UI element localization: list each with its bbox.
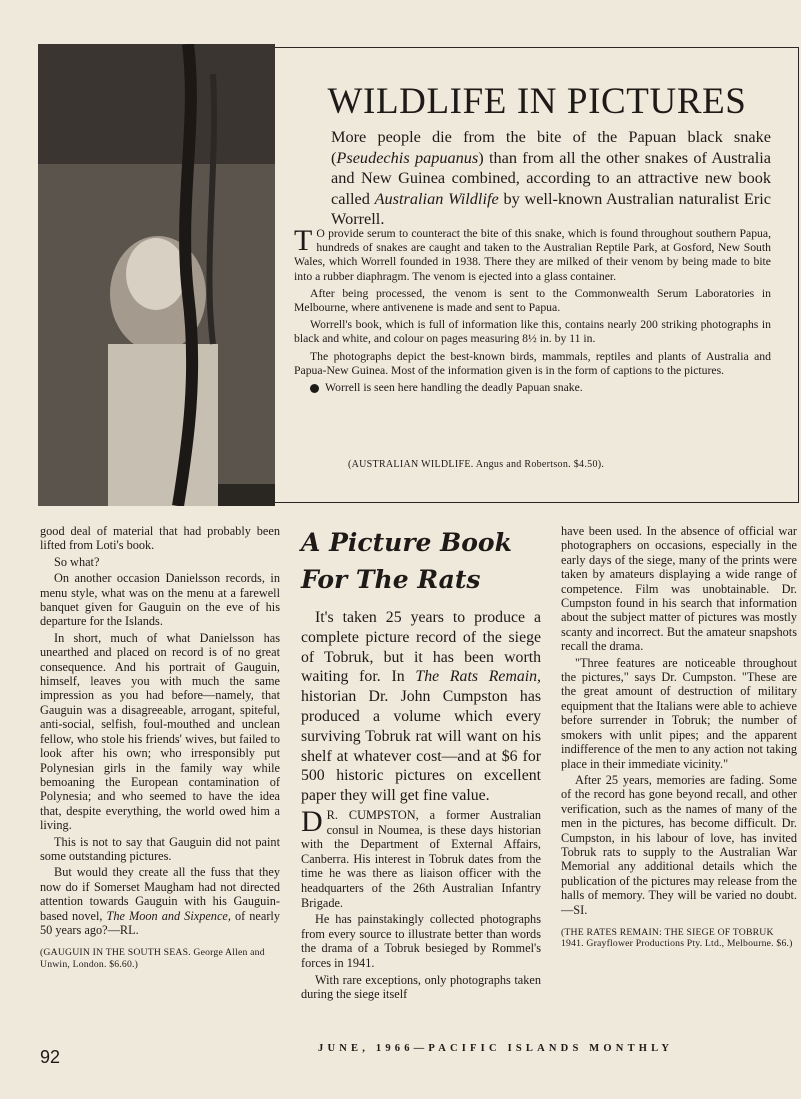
paragraph: Worrell's book, which is full of information like this, contains nearly 200 striking photographs in black and white, and colour on pages measuring 8½ in. by 11 in. bbox=[294, 318, 771, 346]
paragraph: good deal of material that had probably been lifted from Loti's book. bbox=[40, 524, 280, 553]
drop-cap: D bbox=[301, 804, 323, 838]
paragraph: So what? bbox=[54, 554, 100, 569]
article-headline: A Picture Book For The Rats bbox=[301, 528, 512, 594]
book-citation: (GAUGUIN IN THE SOUTH SEAS. George Allen and Unwin, London. $6.60.) bbox=[40, 947, 265, 970]
paragraph: "Three features are noticeable throughout the pictures," says Dr. Cumpston. "These are the great amount of destruction of military equipment that the Italians were able to achieve before surrender in Tobruk; the number of smokers with unlit pipes; and the apparent indifference of the men to any action not taking place in their immediate vicinity." bbox=[561, 655, 797, 771]
running-footer: JUNE, 1966—PACIFIC ISLANDS MONTHLY bbox=[318, 1043, 674, 1054]
book-citation: (AUSTRALIAN WILDLIFE. Angus and Robertson. $4.50). bbox=[348, 459, 605, 470]
paragraph: In short, much of what Danielsson has unearthed and placed on record is of no great consequence. And his portrait of Gauguin, himself, leaves you with much the same impression as you had before—namely, that Gauguin was a disagreeable, arrogant, spiteful, anti-social, selfish, foul-mouthed and unclean fellow, who stole his friends' wives, but failed to look after his own; who irresponsibly put Polynesian girls in the family way while bemoaning the European contamination of Polynesia; and who seemed to have the idea that, despite everything, the world owed him a living. bbox=[40, 630, 280, 833]
paragraph: With rare exceptions, only photographs taken during the siege itself bbox=[301, 972, 541, 1002]
paragraph: After being processed, the venom is sent to the Commonwealth Serum Laboratories in Melbourne, where antivenene is made and sent to Papua. bbox=[294, 286, 771, 315]
book-citation: (THE RATES REMAIN: THE SIEGE OF TOBRUK 1941. Grayflower Productions Pty. Ltd., Melbourne. $6.) bbox=[561, 926, 793, 950]
page-title: WILDLIFE IN PICTURES bbox=[327, 81, 747, 122]
paragraph: He has painstakingly collected photographs from every source to illustrate better than words the drama of a Tobruk besieged by Rommel's forces in 1941. bbox=[301, 912, 541, 970]
page-number: 92 bbox=[40, 1047, 61, 1067]
column-left bbox=[40, 524, 280, 970]
paragraph: After 25 years, memories are fading. Some of the record has gone beyond recall, and other verification, such as the names of many of the men in the pictures, has become difficult. Dr. Cumpston, in his labour of love, has invited Tobruk rats to supply to the Australian War Memorial any additional details which the publication of the pictures may release from the halls of memory. They will be varied no doubt.—SI. bbox=[561, 772, 797, 917]
paragraph: D R. CUMPSTON, a former Australian consul in Noumea, is these days historian with the Department of External Affairs, Canberra. His interest in Tobruk dates from the time he was there as liaison officer with the headquarters of the 26th Australian Infantry Brigade. bbox=[301, 804, 541, 910]
photo-caption: Worrell is seen here handling the deadly Papuan snake. bbox=[294, 381, 771, 395]
paragraph: But would they create all the fuss that they now do if Somerset Maugham had not directed attention towards Gauguin with his Gauguin-based novel, The Moon and Sixpence, of nearly 50 years ago?—RL. bbox=[40, 865, 280, 937]
photo-man-handling-snake-icon bbox=[38, 44, 275, 506]
drop-cap: T bbox=[294, 224, 313, 257]
article-body bbox=[294, 224, 771, 398]
paragraph: On another occasion Danielsson records, in menu style, what was on the menu at a farewell banquet given for Gauguin on the eve of his departure for the Islands. bbox=[40, 571, 280, 629]
snake-handler-photo bbox=[38, 44, 275, 506]
bullet-icon bbox=[310, 384, 319, 393]
paragraph: This is not to say that Gauguin did not paint some outstanding pictures. bbox=[40, 834, 280, 863]
column-middle bbox=[301, 524, 541, 1004]
paragraph: T O provide serum to counteract the bite of this snake, which is found throughout southern Papua, hundreds of snakes are caught and taken to the Australian Reptile Park, at Gosford, New South Wales, which Worrell founded in 1938. There they are milked of their venom by being made to bite into a rubber diaphragm. The venom is ejected into a glass container. bbox=[294, 224, 771, 283]
article-lead: It's taken 25 years to produce a complete picture record of the siege of Tobruk, but it has been worth waiting for. In The Rats Remain, historian Dr. John Cumpston has produced a volume which every surviving Tobruk rat will want on his shelf at whatever cost—and at $6 for 500 historic pictures on excellent paper they will get fine value. bbox=[301, 609, 541, 805]
column-right bbox=[561, 524, 797, 950]
paragraph: have been used. In the absence of official war photographers on occasions, especially in the early days of the siege, many of the prints were taken by amateurs displaying a wide range of competence. Film was unobtainable. Dr. Cumpston found in his search that information about the subject matter of pictures was mostly scanty and incorrect. But the amateur snapshots recall the drama. bbox=[561, 524, 797, 654]
paragraph: The photographs depict the best-known birds, mammals, reptiles and plants of Australia and Papua-New Guinea. Most of the information given is in the form of captions to the pictures. bbox=[294, 349, 771, 377]
article-intro: More people die from the bite of the Papuan black snake (Pseudechis papuanus) than from all the other snakes of Australia and New Guinea combined, according to an attractive new book called Australian Wildlife by well-known Australian naturalist Eric Worrell. bbox=[331, 127, 772, 228]
